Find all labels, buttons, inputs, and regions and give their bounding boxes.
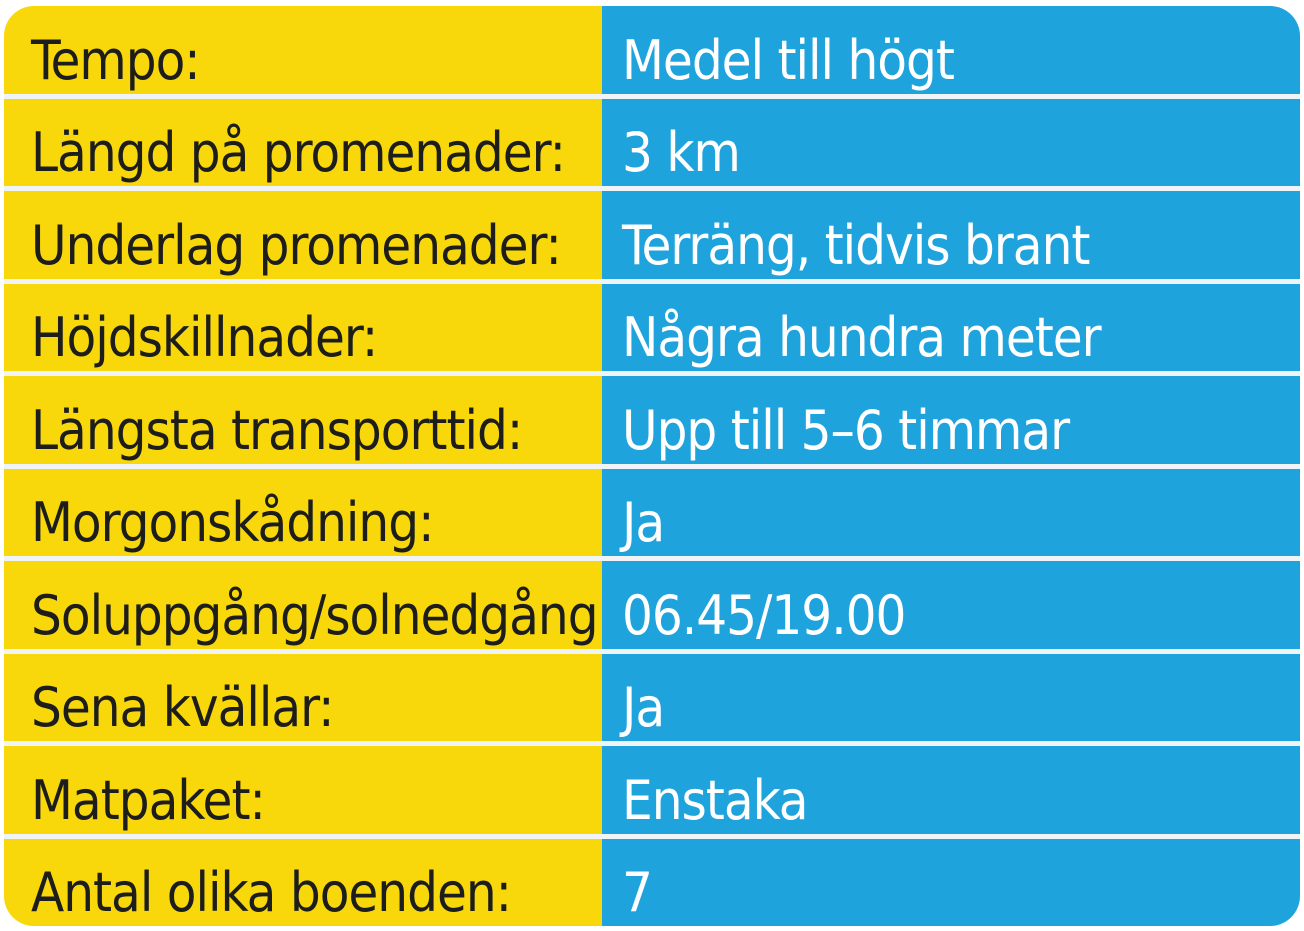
table-row-morning-watching [4, 464, 1300, 557]
row-label: Tempo: [4, 6, 602, 94]
row-value: Några hundra meter [602, 284, 1300, 372]
table-row-sunrise-sunset [4, 556, 1300, 649]
table-row-walk-surface [4, 186, 1300, 279]
table-row-packed-lunch [4, 741, 1300, 834]
row-value: Medel till högt [602, 6, 1300, 94]
row-value: Ja [602, 469, 1300, 557]
info-table [4, 6, 1300, 926]
row-value: Ja [602, 654, 1300, 742]
row-label: Antal olika boenden: [4, 839, 602, 927]
table-row-walk-length [4, 94, 1300, 187]
table-row-transport-time [4, 371, 1300, 464]
row-value: 7 [602, 839, 1300, 927]
row-value: Upp till 5–6 timmar [602, 376, 1300, 464]
row-label: Matpaket: [4, 746, 602, 834]
row-label: Längd på promenader: [4, 99, 602, 187]
row-label: Höjdskillnader: [4, 284, 602, 372]
table-row-accommodations [4, 834, 1300, 927]
row-label: Underlag promenader: [4, 191, 602, 279]
table-row-late-evenings [4, 649, 1300, 742]
table-row-tempo [4, 6, 1300, 94]
row-value: Terräng, tidvis brant [602, 191, 1300, 279]
row-label: Morgonskådning: [4, 469, 602, 557]
row-label: Soluppgång/solnedgång [4, 561, 602, 649]
row-value: Enstaka [602, 746, 1300, 834]
row-label: Längsta transporttid: [4, 376, 602, 464]
row-label: Sena kvällar: [4, 654, 602, 742]
row-value: 3 km [602, 99, 1300, 187]
row-value: 06.45/19.00 [602, 561, 1300, 649]
table-row-elevation [4, 279, 1300, 372]
